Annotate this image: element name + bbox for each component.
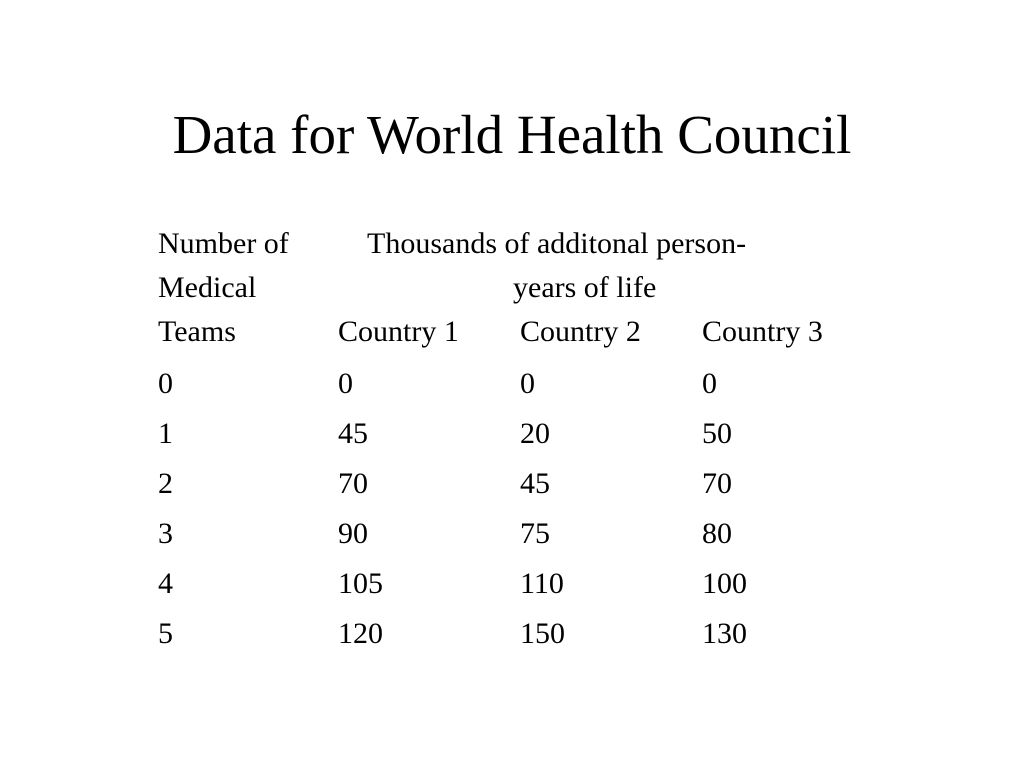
cell-country-1: 105: [338, 567, 383, 600]
cell-country-3: 80: [702, 517, 732, 550]
cell-country-1: 0: [338, 367, 353, 400]
cell-country-2: 45: [520, 467, 550, 500]
cell-country-1: 45: [338, 417, 368, 450]
header-country-2: Country 2: [520, 315, 641, 348]
cell-country-1: 120: [338, 617, 383, 650]
header-group-line2: years of life: [513, 271, 657, 304]
cell-teams: 2: [158, 467, 173, 500]
cell-country-2: 75: [520, 517, 550, 550]
cell-teams: 0: [158, 367, 173, 400]
cell-country-1: 70: [338, 467, 368, 500]
cell-country-3: 50: [702, 417, 732, 450]
slide-title: Data for World Health Council: [172, 104, 852, 165]
cell-country-2: 150: [520, 617, 565, 650]
cell-country-2: 0: [520, 367, 535, 400]
cell-teams: 1: [158, 417, 173, 450]
cell-country-1: 90: [338, 517, 368, 550]
table-row: [0, 516, 1024, 556]
table-row: [0, 366, 1024, 406]
cell-country-2: 20: [520, 417, 550, 450]
header-group-line1: Thousands of additonal person-: [367, 227, 747, 260]
cell-country-2: 110: [520, 567, 564, 600]
cell-country-3: 100: [702, 567, 747, 600]
header-teams-line3: Teams: [158, 315, 236, 348]
cell-country-3: 70: [702, 467, 732, 500]
table-row: [0, 616, 1024, 656]
header-country-1: Country 1: [338, 315, 459, 348]
cell-country-3: 0: [702, 367, 717, 400]
header-teams-line1: Number of: [158, 227, 289, 260]
header-teams-line2: Medical: [158, 271, 257, 304]
cell-teams: 4: [158, 567, 173, 600]
table-row: [0, 566, 1024, 606]
cell-teams: 3: [158, 517, 173, 550]
cell-country-3: 130: [702, 617, 747, 650]
table-row: [0, 466, 1024, 506]
cell-teams: 5: [158, 617, 173, 650]
header-country-3: Country 3: [702, 315, 823, 348]
table-row: [0, 416, 1024, 456]
